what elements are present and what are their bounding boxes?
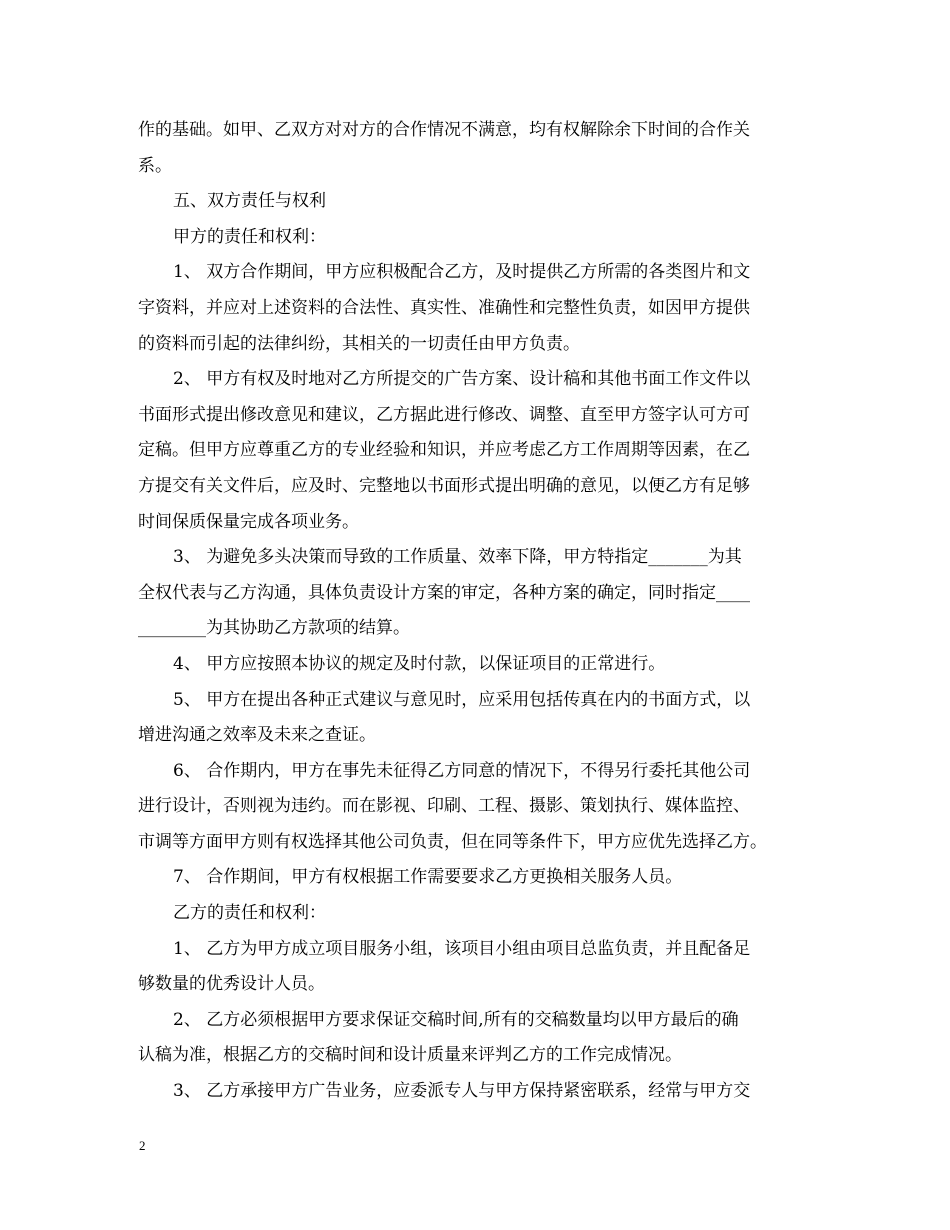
text-line: 3、 为避免多头决策而导致的工作质量、效率下降，甲方特指定_______为其: [173, 547, 742, 568]
text-line: 进行设计，否则视为违约。而在影视、印刷、工程、摄影、策划执行、媒体监控、: [138, 796, 750, 817]
text-line: 4、 甲方应按照本协议的规定及时付款，以保证项目的正常进行。: [173, 653, 666, 674]
text-line: 2、 乙方必须根据甲方要求保证交稿时间,所有的交稿数量均以甲方最后的确: [173, 1009, 739, 1030]
text-line: 作的基础。如甲、乙双方对对方的合作情况不满意，均有权解除余下时间的合作关: [138, 120, 750, 140]
text-line: 1、 乙方为甲方成立项目服务小组，该项目小组由项目总监负责，并且配备足: [173, 938, 751, 959]
text-line: 增进沟通之效率及未来之查证。: [138, 725, 376, 746]
text-line: 字资料，并应对上述资料的合法性、真实性、准确性和完整性负责，如因甲方提供: [138, 297, 750, 318]
text-line: 1、 双方合作期间，甲方应积极配合乙方，及时提供乙方所需的各类图片和文: [173, 262, 751, 283]
text-line: 市调等方面甲方则有权选择其他公司负责，但在同等条件下，甲方应优先选择乙方。: [138, 831, 767, 852]
text-line: 方提交有关文件后，应及时、完整地以书面形式提出明确的意见，以便乙方有足够: [138, 475, 750, 496]
text-line: 7、 合作期间，甲方有权根据工作需要要求乙方更换相关服务人员。: [173, 867, 683, 888]
text-line: 全权代表与乙方沟通，具体负责设计方案的审定，各种方案的确定，同时指定____: [138, 582, 750, 603]
text-line: 5、 甲方在提出各种正式建议与意见时，应采用包括传真在内的书面方式，以: [173, 689, 751, 710]
text-line: 书面形式提出修改意见和建议，乙方据此进行修改、调整、直至甲方签字认可方可: [138, 404, 750, 425]
text-line: 定稿。但甲方应尊重乙方的专业经验和知识，并应考虑乙方工作周期等因素，在乙: [138, 440, 750, 461]
text-line: 时间保质保量完成各项业务。: [138, 511, 359, 532]
text-line: 3、 乙方承接甲方广告业务，应委派专人与甲方保持紧密联系，经常与甲方交: [173, 1081, 751, 1102]
subsection-heading: 甲方的责任和权利：: [173, 226, 326, 247]
document-body: [138, 113, 828, 1110]
text-line: 认稿为准，根据乙方的交稿时间和设计质量来评判乙方的工作完成情况。: [138, 1045, 682, 1066]
text-line: 2、 甲方有权及时地对乙方所提交的广告方案、设计稿和其他书面工作文件以: [173, 369, 751, 390]
section-heading: 五、双方责任与权利: [173, 191, 326, 212]
subsection-heading: 乙方的责任和权利：: [173, 903, 326, 924]
text-line: ________为其协助乙方款项的结算。: [138, 618, 410, 639]
text-line: 的资料而引起的法律纠纷，其相关的一切责任由甲方负责。: [138, 333, 580, 354]
page-number: 2: [139, 1138, 146, 1153]
text-line: 6、 合作期内，甲方在事先未征得乙方同意的情况下，不得另行委托其他公司: [173, 760, 751, 781]
text-line: 够数量的优秀设计人员。: [138, 974, 325, 995]
text-line: 系。: [138, 155, 172, 176]
